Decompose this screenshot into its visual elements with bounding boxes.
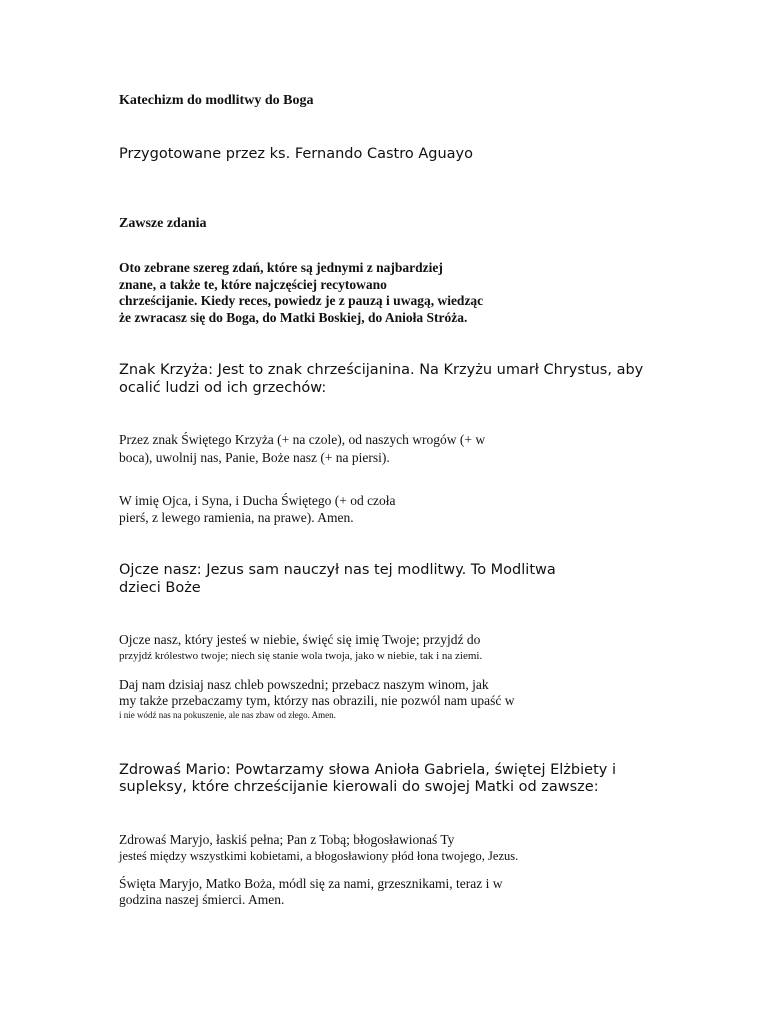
- text-line: W imię Ojca, i Syna, i Ducha Świętego (+ od czoła: [119, 493, 396, 508]
- text-line: przyjdź królestwo twoje; niech się stanie wola twoja, jako w niebie, tak i na ziemi.: [119, 650, 483, 662]
- document-title: Katechizm do modlitwy do Boga: [119, 93, 314, 108]
- text-line: Święta Maryjo, Matko Boża, módl się za nami, grzesznikami, teraz i w: [119, 876, 503, 891]
- text-line: godzina naszej śmierci. Amen.: [119, 892, 285, 907]
- section-heading: Zawsze zdania: [119, 216, 207, 231]
- heading-line: Znak Krzyża: Jest to znak chrześcijanina. Na Krzyżu umarł Chrystus, aby: [119, 362, 644, 378]
- text-line: i nie wódź nas na pokuszenie, ale nas zbaw od złego. Amen.: [119, 710, 336, 720]
- text-line: Daj nam dzisiaj nasz chleb powszedni; przebacz naszym winom, jak: [119, 677, 489, 692]
- heading-line: Ojcze nasz: Jezus sam nauczył nas tej modlitwy. To Modlitwa: [119, 562, 556, 578]
- text-line: boca), uwolnij nas, Panie, Boże nasz (+ na piersi).: [119, 450, 390, 465]
- text-line: Ojcze nasz, który jesteś w niebie, święć się imię Twoje; przyjdź do: [119, 632, 481, 647]
- heading-line: Zdrowaś Mario: Powtarzamy słowa Anioła Gabriela, świętej Elżbiety i: [119, 762, 616, 778]
- heading-line: ocalić ludzi od ich grzechów:: [119, 380, 327, 396]
- text-line: pierś, z lewego ramienia, na prawe). Amen.: [119, 510, 354, 525]
- intro-line: że zwracasz się do Boga, do Matki Boskiej, do Anioła Stróża.: [119, 310, 468, 325]
- text-line: Przez znak Świętego Krzyża (+ na czole), od naszych wrogów (+ w: [119, 432, 486, 447]
- intro-line: Oto zebrane szereg zdań, które są jednymi z najbardziej: [119, 260, 443, 275]
- heading-line: supleksy, które chrześcijanie kierowali do swojej Matki od zawsze:: [119, 779, 599, 795]
- heading-line: dzieci Boże: [119, 580, 201, 596]
- text-line: jesteś między wszystkimi kobietami, a błogosławiony płód łona twojego, Jezus.: [119, 849, 519, 863]
- text-line: Zdrowaś Maryjo, łaskiś pełna; Pan z Tobą; błogosławionaś Ty: [119, 832, 455, 847]
- author-line: Przygotowane przez ks. Fernando Castro Aguayo: [119, 146, 473, 162]
- text-line: my także przebaczamy tym, którzy nas obrazili, nie pozwól nam upaść w: [119, 693, 515, 708]
- intro-line: znane, a także te, które najczęściej recytowano: [119, 277, 387, 292]
- intro-line: chrześcijanie. Kiedy reces, powiedz je z pauzą i uwagą, wiedząc: [119, 293, 484, 308]
